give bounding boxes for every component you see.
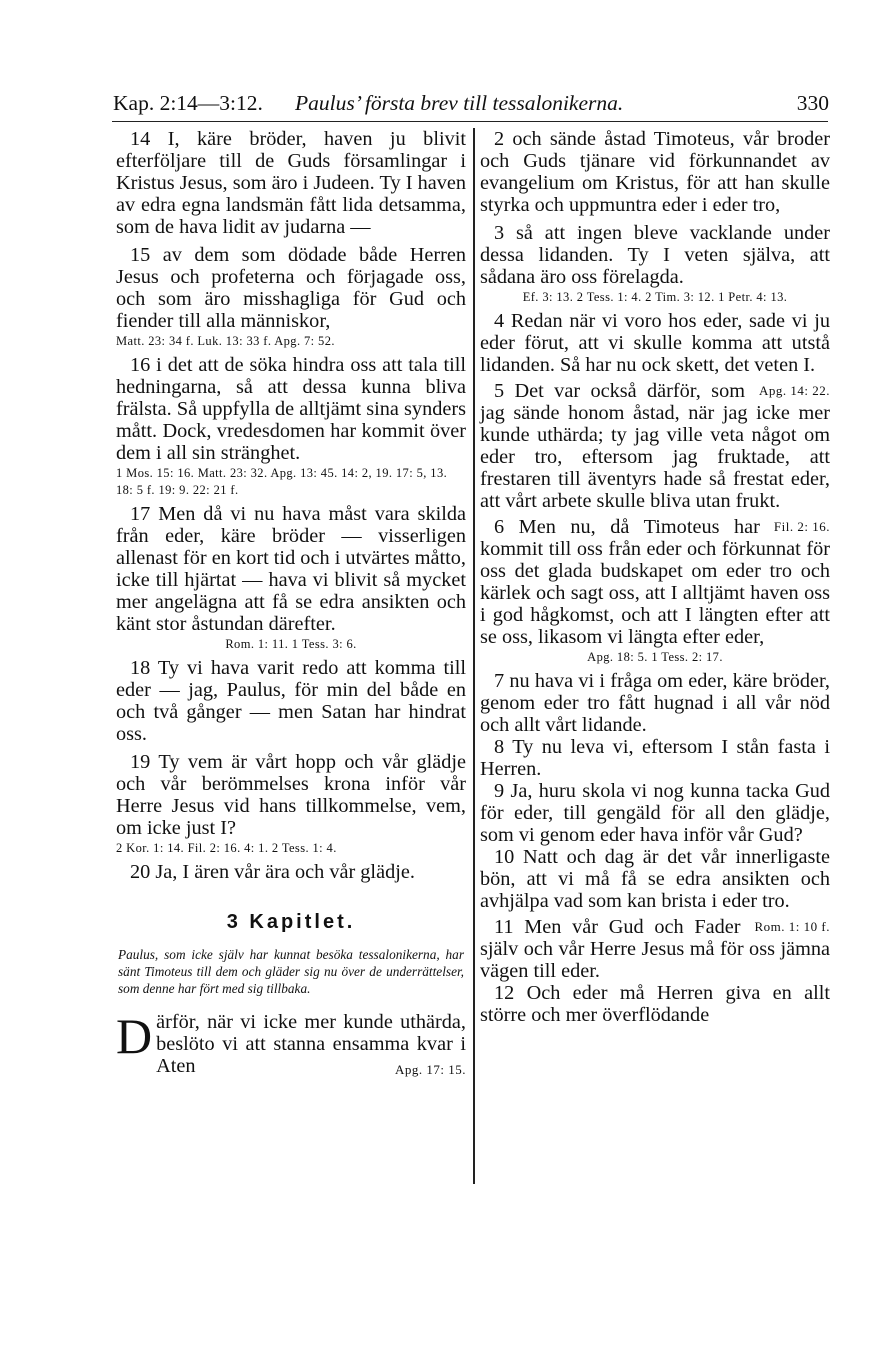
verse-14: 14 I, käre bröder, haven ju blivit efterföljare till de Guds församlingar i Kristus Jesus, som äro i Judeen. Ty I haven av edra egna landsmän fått lida detsamma, som de hava lidit av judarna — [116, 128, 466, 238]
cross-reference: Fil. 2: 16. [773, 519, 830, 534]
cross-reference: Matt. 23: 34 f. Luk. 13: 33 f. Apg. 7: 52. [116, 334, 335, 348]
cross-reference: Ef. 3: 13. 2 Tess. 1: 4. 2 Tim. 3: 12. 1 Petr. 4: 13. [522, 290, 788, 304]
running-header [113, 88, 829, 118]
verse-4-text: 4 Redan när vi voro hos eder, sade vi ju eder förut, att vi skulle komma att utstå lidanden. Så har nu ock skett, det veten I. [480, 310, 830, 376]
verse-3: 3 så att ingen bleve vacklande under dessa lidanden. Ty I veten själva, att sådana äro oss förelagda. [480, 222, 830, 288]
verse-2: 2 och sände åstad Timoteus, vår broder och Guds tjänare vid förkunnandet av evangelium om Kristus, för att han skulle styrka och uppmuntra eder i eder tro, [480, 128, 830, 216]
verse-17: 17 Men då vi nu hava måst vara skilda från eder, käre bröder — visserligen allenast för en kort tid och i utvärtes måtto, icke till hjärtat — hava vi blivit så mycket mer angelägna att få se edra ansikten och känt stor åstundan därefter. [116, 503, 466, 635]
verse-11: 11 Men vår Gud och Fader själv och vår Herre Jesus må för oss jämna vägen till eder. [480, 916, 830, 982]
cross-reference: 1 Mos. 15: 16. Matt. 23: 32. Apg. 13: 45. 14: 2, 19. 17: 5, 13. 18: 5 f. 19: 9. 22: 21 f. [116, 466, 448, 497]
chapter-heading: 3 Kapitlet. [226, 911, 356, 933]
verse-18: 18 Ty vi hava varit redo att komma till eder — jag, Paulus, för min del både en och två gånger — men Satan har hindrat oss. [116, 657, 466, 745]
page-number: 330 [796, 91, 829, 115]
cross-reference: Apg. 17: 15. [395, 1062, 466, 1077]
verse-12: 12 Och eder må Herren giva en allt större och mer överflödande [480, 982, 830, 1026]
verse-1 [116, 1008, 466, 1077]
chapter-summary: Paulus, som icke själv har kunnat besöka tessalonikerna, har sänt Timoteus till dem och gläder sig nu över de underrättelser, som denne har fört med sig tillbaka. [118, 947, 464, 996]
header-rule [112, 121, 828, 122]
right-column [480, 128, 830, 1026]
book-title: Paulus’ första brev till tessalonikerna. [295, 91, 624, 115]
column-divider [473, 128, 475, 1184]
cross-reference: Rom. 1: 11. 1 Tess. 3: 6. [225, 637, 357, 651]
cross-reference: Rom. 1: 10 f. [754, 919, 830, 934]
verse-7: 7 nu hava vi i fråga om eder, käre bröder, genom eder tro fått hugnad i all vår nöd och allt vårt lidande. [480, 670, 830, 736]
verse-20: 20 Ja, I ären vår ära och vår glädje. [130, 861, 415, 883]
verse-10-text: 10 Natt och dag är det vår innerligaste bön, att vi må få se edra ansikten och avhjälpa vad som kan brista i eder tro. [480, 846, 830, 912]
verse-1-text: ärför, när vi icke mer kunde uthärda, beslöto vi att stanna ensamma kvar i Aten [156, 1011, 466, 1077]
verse-6: 6 Men nu, då Timoteus har kommit till oss från eder och förkunnat för oss det glada budskapet om eder tro och kärlek och sagt oss, att I alltjämt haven oss i god hågkomst, och att I längten efter att se oss, likasom vi längta efter eder, [480, 516, 830, 648]
verse-4 [480, 310, 830, 398]
verse-19: 19 Ty vem är vårt hopp och vår glädje och vår berömmelses krona inför vår Herre Jesus vid hans tillkommelse, vem, om icke just I? [116, 751, 466, 839]
cross-reference: 2 Kor. 1: 14. Fil. 2: 16. 4: 1. 2 Tess. 1: 4. [116, 841, 337, 855]
left-column [116, 128, 466, 1081]
verse-15: 15 av dem som dödade både Herren Jesus och profeterna och förjagade oss, och som äro misshagliga för Gud och fiender till alla människor, [116, 244, 466, 332]
cross-reference: Apg. 14: 22. [759, 383, 830, 398]
verse-9: 9 Ja, huru skola vi nog kunna tacka Gud för eder, till gengäld för all den glädje, som vi genom eder hava inför vår Gud? [480, 780, 830, 846]
verse-5-text: 5 Det var också därför, som jag sände honom åstad, när jag icke mer kunde uthärda; ty jag ville veta något om eder tro, eftersom jag fruktade, att frestaren till äventyrs hade så frestat eder, att vårt arbete skulle bliva utan frukt. [480, 380, 830, 512]
verse-8: 8 Ty nu leva vi, eftersom I stån fasta i Herren. [480, 736, 830, 780]
cross-reference: Apg. 18: 5. 1 Tess. 2: 17. [587, 650, 723, 664]
chapter-reference: Kap. 2:14—3:12. [113, 91, 263, 115]
drop-cap: D [116, 1008, 153, 1064]
verse-16: 16 i det att de söka hindra oss att tala till hedningarna, så att dessa kunna bliva frälsta. Så uppfylla de alltjämt sina synders mått. Dock, vredesdomen har kommit över dem i all sin stränghet. [116, 354, 466, 464]
verse-10 [480, 846, 830, 934]
